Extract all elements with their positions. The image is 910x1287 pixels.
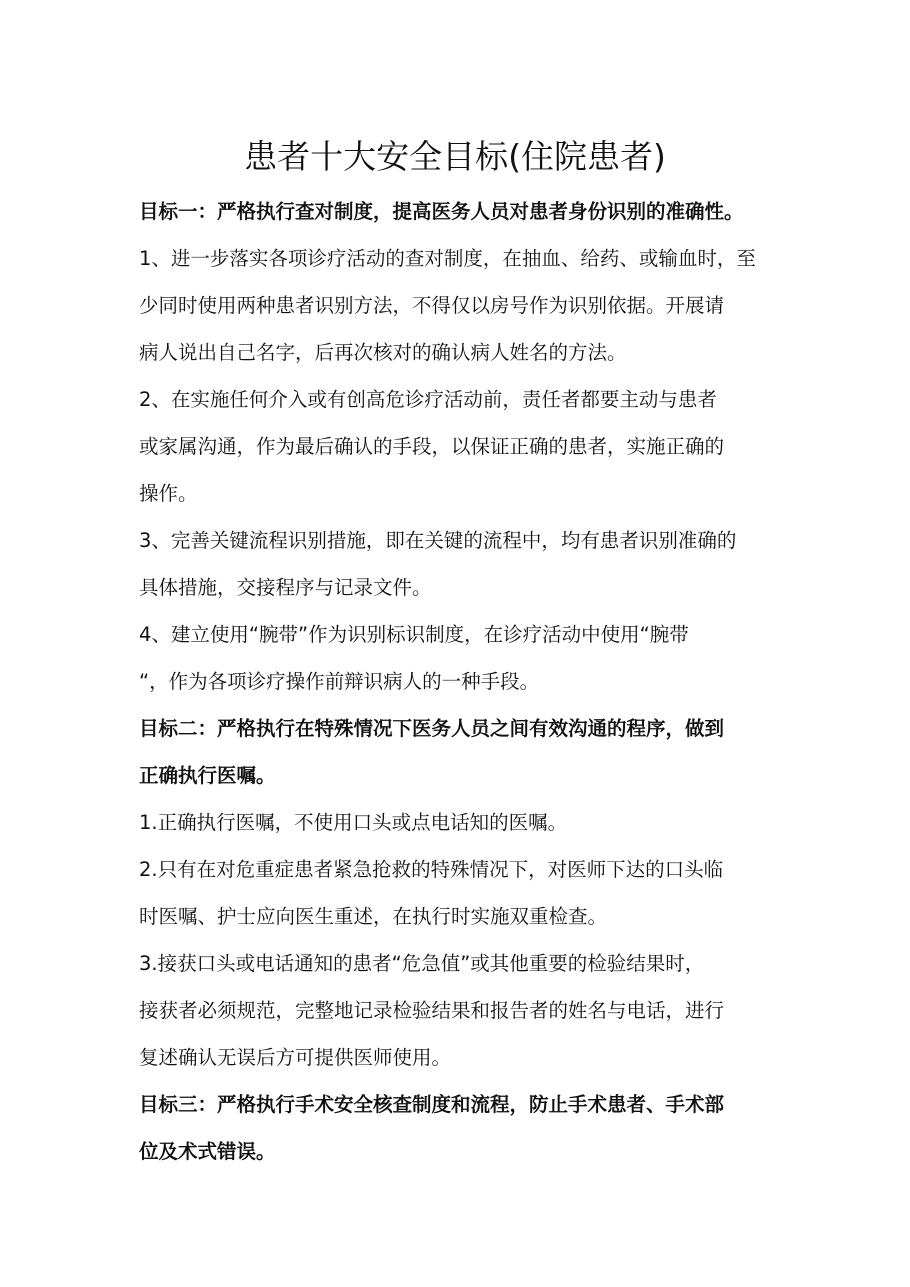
paragraph-line: 少同时使用两种患者识别方法，不得仅以房号作为识别依据。开展请	[139, 294, 725, 317]
paragraph-line: 2.只有在对危重症患者紧急抢救的特殊情况下，对医师下达的口头临	[139, 858, 724, 881]
paragraph-line: 操作。	[139, 482, 198, 505]
paragraph-line: 3、完善关键流程识别措施，即在关键的流程中，均有患者识别准确的	[139, 529, 737, 552]
document-body	[139, 188, 789, 1175]
paragraph-line: 1.正确执行医嘱，不使用口头或点电话知的医嘱。	[139, 811, 568, 834]
goal-3-heading: 目标三：严格执行手术安全核查制度和流程，防止手术患者、手术部	[139, 1093, 725, 1116]
paragraph-line: 4、建立使用“腕带”作为识别标识制度，在诊疗活动中使用“腕带	[139, 623, 689, 646]
paragraph-line: 2、在实施任何介入或有创高危诊疗活动前，责任者都要主动与患者	[139, 388, 717, 411]
goal-2-heading-cont: 正确执行医嘱。	[139, 764, 276, 787]
document-title: 患者十大安全目标(住院患者)	[244, 137, 666, 176]
goal-2-heading: 目标二：严格执行在特殊情况下医务人员之间有效沟通的程序，做到	[139, 717, 725, 740]
goal-1-heading: 目标一：严格执行查对制度，提高医务人员对患者身份识别的准确性。	[139, 200, 744, 223]
paragraph-line: 或家属沟通，作为最后确认的手段，以保证正确的患者，实施正确的	[139, 435, 725, 458]
paragraph-line: 3.接获口头或电话通知的患者“危急值”或其他重要的检验结果时，	[139, 952, 705, 975]
paragraph-line: “，作为各项诊疗操作前辩识病人的一种手段。	[139, 670, 540, 693]
paragraph-line: 复述确认无误后方可提供医师使用。	[139, 1046, 452, 1069]
paragraph-line: 时医嘱、护士应向医生重述，在执行时实施双重检查。	[139, 905, 608, 928]
paragraph-line: 具体措施，交接程序与记录文件。	[139, 576, 432, 599]
paragraph-line: 接获者必须规范，完整地记录检验结果和报告者的姓名与电话，进行	[139, 999, 725, 1022]
paragraph-line: 病人说出自己名字，后再次核对的确认病人姓名的方法。	[139, 341, 627, 364]
goal-3-heading-cont: 位及术式错误。	[139, 1140, 276, 1163]
paragraph-line: 1、进一步落实各项诊疗活动的查对制度，在抽血、给药、或输血时，至	[139, 247, 756, 270]
